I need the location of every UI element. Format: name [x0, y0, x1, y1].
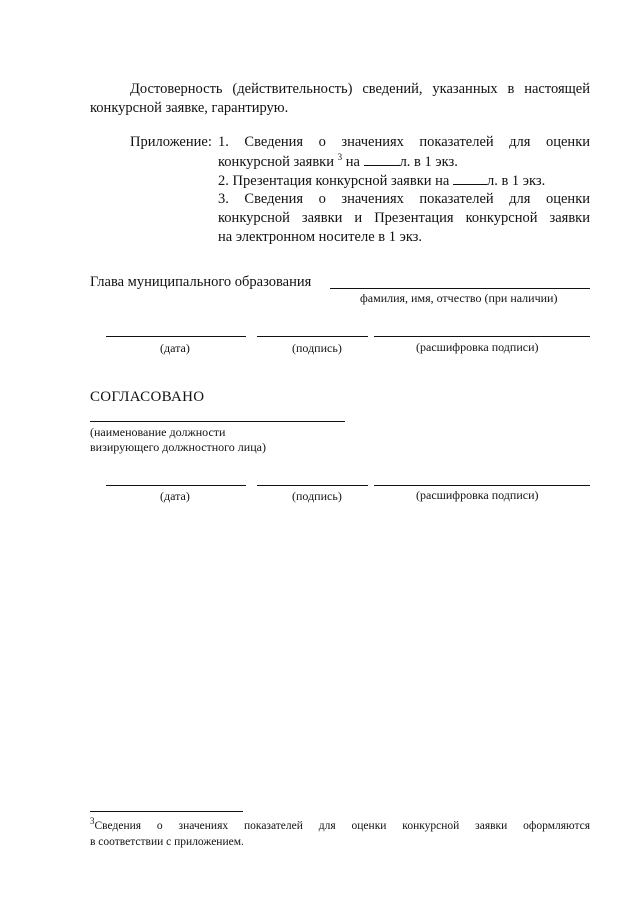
signature-line-2[interactable]	[257, 485, 368, 486]
appendix-item-3-line-2	[218, 209, 590, 228]
date-caption-1: (дата)	[160, 341, 190, 355]
appendix-item-3-text-1: 3. Сведения о значениях показателей для оценки	[218, 191, 590, 207]
guarantee-line-1	[90, 80, 590, 99]
position-line[interactable]	[90, 421, 345, 422]
position-caption-1: (наименование должности	[90, 425, 226, 439]
date-line-2[interactable]	[106, 485, 246, 486]
appendix-item-1-text-b: на	[342, 154, 360, 170]
footnote-marker: 3	[90, 816, 95, 827]
footnote-separator	[90, 811, 243, 812]
head-name-line[interactable]	[330, 288, 590, 289]
footnote	[90, 818, 590, 850]
appendix-label: Приложение:	[130, 134, 212, 150]
appendix-item-3-line-3: на электронном носителе в 1 экз.	[218, 229, 423, 245]
guarantee-line-2	[90, 99, 590, 118]
date-caption-2: (дата)	[160, 489, 190, 503]
signature-caption-1: (подпись)	[292, 341, 342, 355]
guarantee-text-1: Достоверность (действительность) сведений, указанных в настоящей	[130, 81, 590, 97]
signature-line-1[interactable]	[257, 336, 368, 337]
appendix-item-1-text-a: конкурсной заявки	[218, 154, 334, 170]
pages-count-blank-1[interactable]	[364, 152, 400, 166]
appendix-item-3-text-2: конкурсной заявки и Презентация конкурсной заявки	[218, 210, 590, 226]
pages-count-blank-2[interactable]	[453, 171, 487, 185]
appendix-item-2	[218, 171, 545, 191]
appendix-item-1-line-2	[218, 152, 458, 172]
footnote-text-1: Сведения о значениях показателей для оценки конкурсной заявки оформляются	[94, 820, 590, 832]
head-name-caption: фамилия, имя, отчество (при наличии)	[360, 291, 558, 305]
appendix-item-3-line-1	[218, 190, 590, 209]
head-signature-label: Глава муниципального образования	[90, 274, 312, 290]
appendix-item-2-text-a: 2. Презентация конкурсной заявки на	[218, 173, 450, 189]
footnote-reference: 3	[337, 152, 343, 163]
decoding-caption-2: (расшифровка подписи)	[416, 488, 539, 502]
decoding-line-2[interactable]	[374, 485, 590, 486]
footnote-line-1	[90, 818, 590, 834]
decoding-caption-1: (расшифровка подписи)	[416, 340, 539, 354]
decoding-line-1[interactable]	[374, 336, 590, 337]
signature-caption-2: (подпись)	[292, 489, 342, 503]
agreed-heading: СОГЛАСОВАНО	[90, 389, 205, 405]
appendix-item-1-text: 1. Сведения о значениях показателей для оценки	[218, 134, 590, 150]
appendix-item-1-text-c: л. в 1 экз.	[399, 154, 458, 170]
appendix-item-2-text-b: л. в 1 экз.	[486, 173, 546, 189]
footnote-text-2: в соответствии с приложением.	[90, 836, 244, 848]
date-line-1[interactable]	[106, 336, 246, 337]
position-caption-2: визирующего должностного лица)	[90, 440, 266, 454]
guarantee-text-2: конкурсной заявке, гарантирую.	[90, 100, 289, 116]
appendix-item-1-line-1	[218, 133, 590, 152]
